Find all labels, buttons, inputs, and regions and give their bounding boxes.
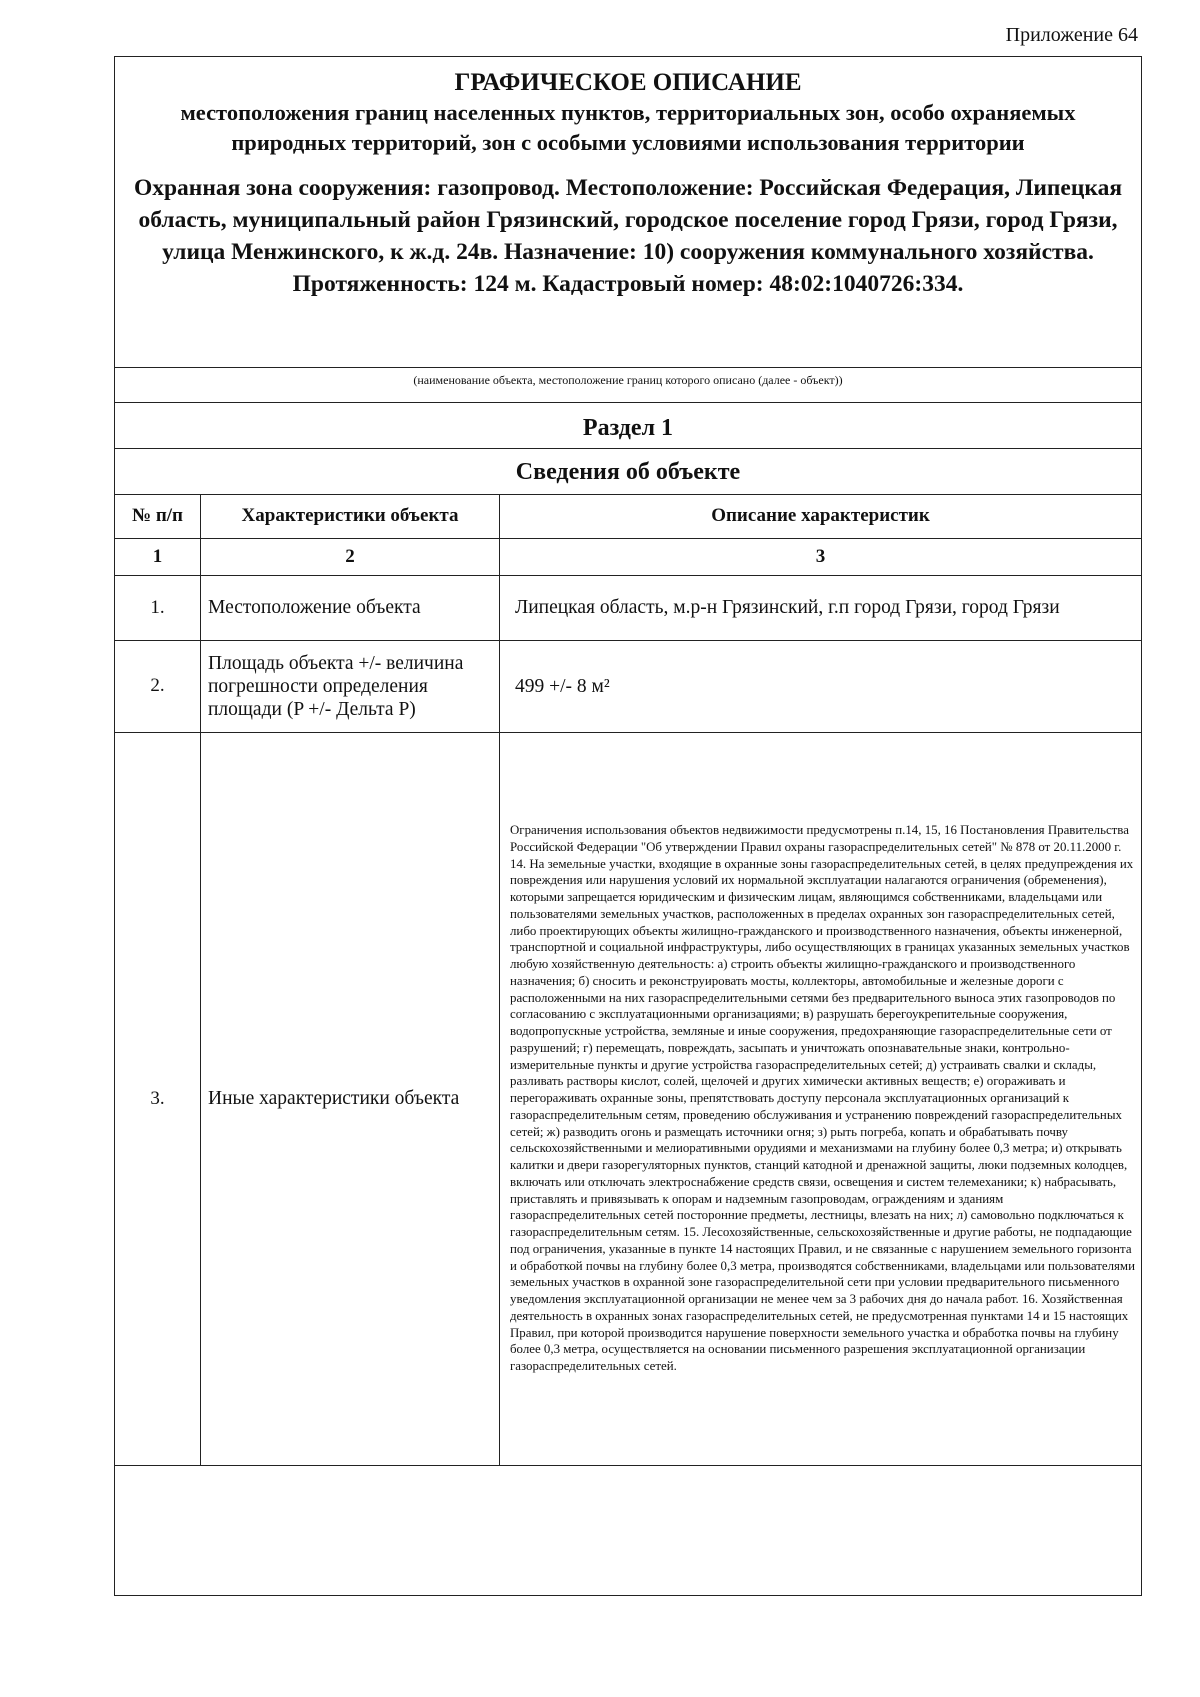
row-description: Липецкая область, м.р-н Грязинский, г.п город Грязи, город Грязи: [515, 597, 1060, 618]
document-frame: [114, 56, 1142, 1596]
row-number: 2.: [150, 675, 165, 696]
row-characteristic: Площадь объекта +/- величина погрешности определения площади (P +/- Дельта P): [208, 652, 464, 720]
object-caption: (наименование объекта, местоположение границ которого описано (далее - объект)): [413, 373, 843, 387]
row-number: 3.: [150, 1087, 165, 1109]
table-divider: [115, 1465, 1141, 1466]
row-description: 499 +/- 8 м²: [515, 675, 610, 697]
section-subtitle: Сведения об объекте: [515, 459, 741, 485]
divider: [115, 367, 1141, 368]
table-col-number: 1: [152, 545, 163, 567]
document-header: [115, 57, 1141, 300]
table-column-divider: [200, 494, 201, 1465]
table-col-number: 2: [345, 545, 355, 567]
row-number: 1.: [150, 596, 165, 618]
divider: [115, 402, 1141, 403]
section-title: Раздел 1: [582, 415, 674, 441]
document-title: ГРАФИЧЕСКОЕ ОПИСАНИЕ: [454, 69, 802, 96]
object-description: Охранная зона сооружения: газопровод. Местоположение: Российская Федерация, Липецкая область, муниципальный район Грязинский, городское поселение город Грязи, город Грязи, улица Менжинского, к ж.д. 24в. Назначение: 10) сооружения коммунального хозяйства. Протяженность: 124 м. Кадастровый номер: 48:02:1040726:334.: [133, 175, 1123, 297]
row-characteristic: Иные характеристики объекта: [208, 1088, 460, 1109]
divider: [115, 448, 1141, 449]
appendix-label: Приложение 64: [1005, 24, 1138, 46]
document-subtitle: местоположения границ населенных пунктов, территориальных зон, особо охраняемых природных территорий, зон с особыми условиями использования территории: [180, 100, 1076, 155]
table-col-number: 3: [815, 545, 826, 567]
table-header-description: Описание характеристик: [711, 505, 930, 526]
row-description-long: Ограничения использования объектов недвижимости предусмотрены п.14, 15, 16 Постановления Правительства Российской Федерации "Об утверждении Правил охраны газораспределительных сетей" № 878 от 20.11.2000 г. 14. На земельные участки, входящие в охранные зоны газораспределительных сетей, в целях предупреждения их повреждения или нарушения условий их нормальной эксплуатации налагаются ограничения (обременения), которыми запрещается юридическим и физическим лицам, являющимся собственниками, владельцами или пользователями земельных участков, расположенных в пределах охранных зон газораспределительных сетей, либо проектирующих объекты жилищно-гражданского и производственного назначения, объекты инженерной, транспортной и социальной инфраструктуры, либо осуществляющих в границах указанных земельных участков любую хозяйственную деятельность: а) строить объекты жилищно-гражданского и производственного назначения; б) сносить и реконструировать мосты, коллекторы, автомобильные и железные дороги с расположенными на них газораспределительными сетями без предварительного выноса этих газопроводов по согласованию с эксплуатационными организациями; в) разрушать берегоукрепительные сооружения, водопропускные устройства, земляные и иные сооружения, предохраняющие газораспределительные сети от разрушений; г) перемещать, повреждать, засыпать и уничтожать опознавательные знаки, контрольно-измерительные пункты и другие устройства газораспределительных сетей; д) устраивать свалки и склады, разливать растворы кислот, солей, щелочей и других химически активных веществ; е) огораживать и перегораживать охранные зоны, препятствовать доступу персонала эксплуатационных организаций к газораспределительным сетям, проведению обслуживания и устранению повреждений газораспределительных сетей; ж) разводить огонь и размещать источники огня; з) рыть погреба, копать и обрабатывать почву сельскохозяйственными и мелиоративными орудиями и механизмами на глубину более 0,3 метра; и) открывать калитки и двери газорегуляторных пунктов, станций катодной и дренажной защиты, люки подземных колодцев, включать или отключать электроснабжение средств связи, освещения и систем телемеханики; к) набрасывать, приставлять и привязывать к опорам и надземным газопроводам, ограждениям и зданиям газораспределительных сетей посторонние предметы, лестницы, влезать на них; л) самовольно подключаться к газораспределительным сетям. 15. Лесохозяйственные, сельскохозяйственные и другие работы, не подпадающие под ограничения, указанные в пункте 14 настоящих Правил, и не связанные с нарушением земельного горизонта и обработкой почвы на глубину более 0,3 метра, производятся собственниками, владельцами или пользователями земельных участков в охранной зоне газораспределительной сети при условии предварительного письменного уведомления эксплуатационной организации не менее чем за 3 рабочих дня до начала работ. 16. Хозяйственная деятельность в охранных зонах газораспределительных сетей, не предусмотренная пунктами 14 и 15 настоящих Правил, при которой производится нарушение поверхности земельного участка и обработка почвы на глубину более 0,3 метра, осуществляется на основании письменного разрешения эксплуатационной организации газораспределительных сетей.: [510, 823, 1135, 1374]
table-header-num: № п/п: [131, 505, 184, 526]
row-characteristic: Местоположение объекта: [208, 597, 421, 618]
table-header-characteristic: Характеристики объекта: [241, 505, 459, 526]
